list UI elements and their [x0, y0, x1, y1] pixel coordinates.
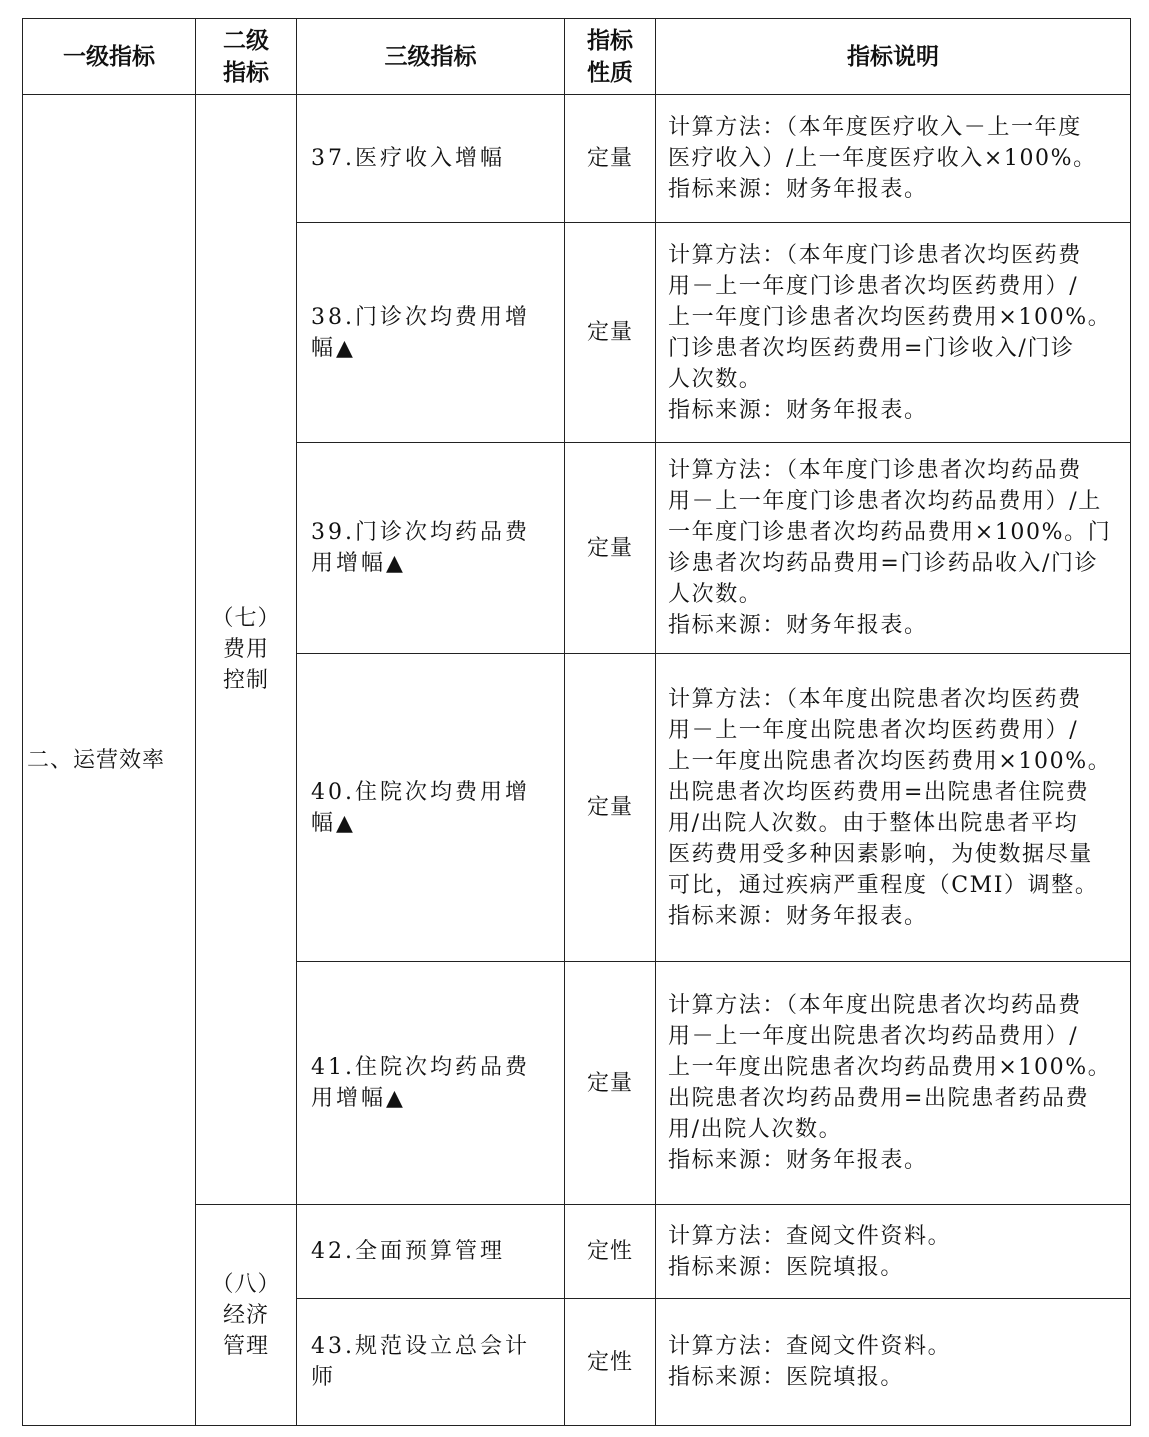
description-cell — [656, 443, 1131, 654]
header-nature-line2: 性质 — [587, 59, 633, 86]
description-line: 上一年度出院患者次均医药费用×100%。 — [668, 748, 1112, 774]
description-line: 指标来源：财务年报表。 — [668, 177, 928, 202]
description-line: 计算方法：（本年度门诊患者次均医药费 — [668, 242, 1082, 268]
description-line: 计算方法：（本年度出院患者次均医药费 — [668, 686, 1082, 712]
header-level3: 三级指标 — [297, 19, 565, 95]
level3-name: 42.全面预算管理 — [297, 1205, 565, 1299]
description-line: 指标来源：财务年报表。 — [668, 1148, 928, 1173]
description-line: 计算方法：查阅文件资料。 — [668, 1223, 952, 1249]
description-line: 上一年度门诊患者次均医药费用×100%。 — [668, 304, 1112, 330]
header-level2 — [196, 19, 297, 95]
group-label-line2: 经济 — [222, 1302, 269, 1328]
level3-name: 38.门诊次均费用增幅▲ — [297, 223, 565, 443]
description-cell — [656, 95, 1131, 223]
header-level1: 一级指标 — [23, 19, 196, 95]
description-line: 指标来源：财务年报表。 — [668, 613, 928, 638]
description-line: 指标来源：财务年报表。 — [668, 397, 928, 423]
description-line: 用/出院人次数。 — [668, 1117, 843, 1142]
nature-cell: 定量 — [565, 223, 656, 443]
description-cell — [656, 223, 1131, 443]
group-label-line3: 控制 — [222, 668, 269, 693]
nature-cell: 定量 — [565, 962, 656, 1205]
header-level2-line2: 指标 — [223, 59, 269, 86]
description-cell — [656, 1299, 1131, 1426]
description-line: 可比，通过疾病严重程度（CMI）调整。 — [668, 872, 1099, 898]
level1-cell: 二、运营效率 — [23, 95, 196, 1426]
level3-name: 43.规范设立总会计师 — [297, 1299, 565, 1426]
description-line: 用－上一年度门诊患者次均医药费用）/ — [668, 273, 1079, 299]
description-line: 出院患者次均医药费用=出院患者住院费 — [668, 779, 1090, 805]
description-line: 诊患者次均药品费用=门诊药品收入/门诊 — [668, 551, 1099, 576]
description-line: 上一年度出院患者次均药品费用×100%。 — [668, 1055, 1112, 1080]
group-label-line1: （七） — [211, 606, 281, 631]
nature-cell: 定量 — [565, 654, 656, 962]
description-line: 一年度门诊患者次均药品费用×100%。门 — [668, 520, 1112, 545]
level3-name: 41.住院次均药品费用增幅▲ — [297, 962, 565, 1205]
description-line: 人次数。 — [668, 366, 763, 392]
description-line: 计算方法：（本年度门诊患者次均药品费 — [668, 458, 1082, 483]
description-cell — [656, 962, 1131, 1205]
nature-cell: 定性 — [565, 1299, 656, 1426]
group-label-line2: 费用 — [222, 637, 269, 662]
nature-cell: 定性 — [565, 1205, 656, 1299]
description-cell — [656, 1205, 1131, 1299]
description-line: 计算方法：查阅文件资料。 — [668, 1334, 952, 1359]
header-row — [23, 19, 1131, 95]
level3-name: 39.门诊次均药品费用增幅▲ — [297, 443, 565, 654]
level3-name: 37.医疗收入增幅 — [297, 95, 565, 223]
description-line: 用－上一年度出院患者次均医药费用）/ — [668, 717, 1079, 743]
header-description: 指标说明 — [656, 19, 1131, 95]
header-nature — [565, 19, 656, 95]
description-line: 用/出院人次数。由于整体出院患者平均 — [668, 810, 1079, 836]
level2-group-cost-control — [196, 95, 297, 1205]
description-line: 指标来源：医院填报。 — [668, 1365, 905, 1390]
description-line: 医药费用受多种因素影响，为使数据尽量 — [668, 841, 1093, 867]
header-nature-line1: 指标 — [587, 27, 633, 54]
description-cell — [656, 654, 1131, 962]
description-line: 医疗收入）/上一年度医疗收入×100%。 — [668, 146, 1097, 171]
level2-group-economic-management — [196, 1205, 297, 1426]
description-line: 门诊患者次均医药费用=门诊收入/门诊 — [668, 335, 1075, 361]
table-row — [23, 95, 1131, 223]
description-line: 用－上一年度出院患者次均药品费用）/ — [668, 1024, 1079, 1049]
nature-cell: 定量 — [565, 95, 656, 223]
description-line: 指标来源：财务年报表。 — [668, 903, 928, 929]
group-label-line1: （八） — [211, 1271, 281, 1297]
indicator-table — [22, 18, 1131, 1426]
group-label-line3: 管理 — [222, 1333, 269, 1359]
description-line: 计算方法：（本年度医疗收入－上一年度 — [668, 115, 1082, 140]
nature-cell: 定量 — [565, 443, 656, 654]
description-line: 出院患者次均药品费用=出院患者药品费 — [668, 1086, 1090, 1111]
header-level2-line1: 二级 — [223, 27, 269, 54]
description-line: 用－上一年度门诊患者次均药品费用）/上 — [668, 489, 1102, 514]
description-line: 计算方法：（本年度出院患者次均药品费 — [668, 993, 1082, 1018]
description-line: 人次数。 — [668, 582, 763, 607]
description-line: 指标来源：医院填报。 — [668, 1254, 905, 1280]
level3-name: 40.住院次均费用增幅▲ — [297, 654, 565, 962]
